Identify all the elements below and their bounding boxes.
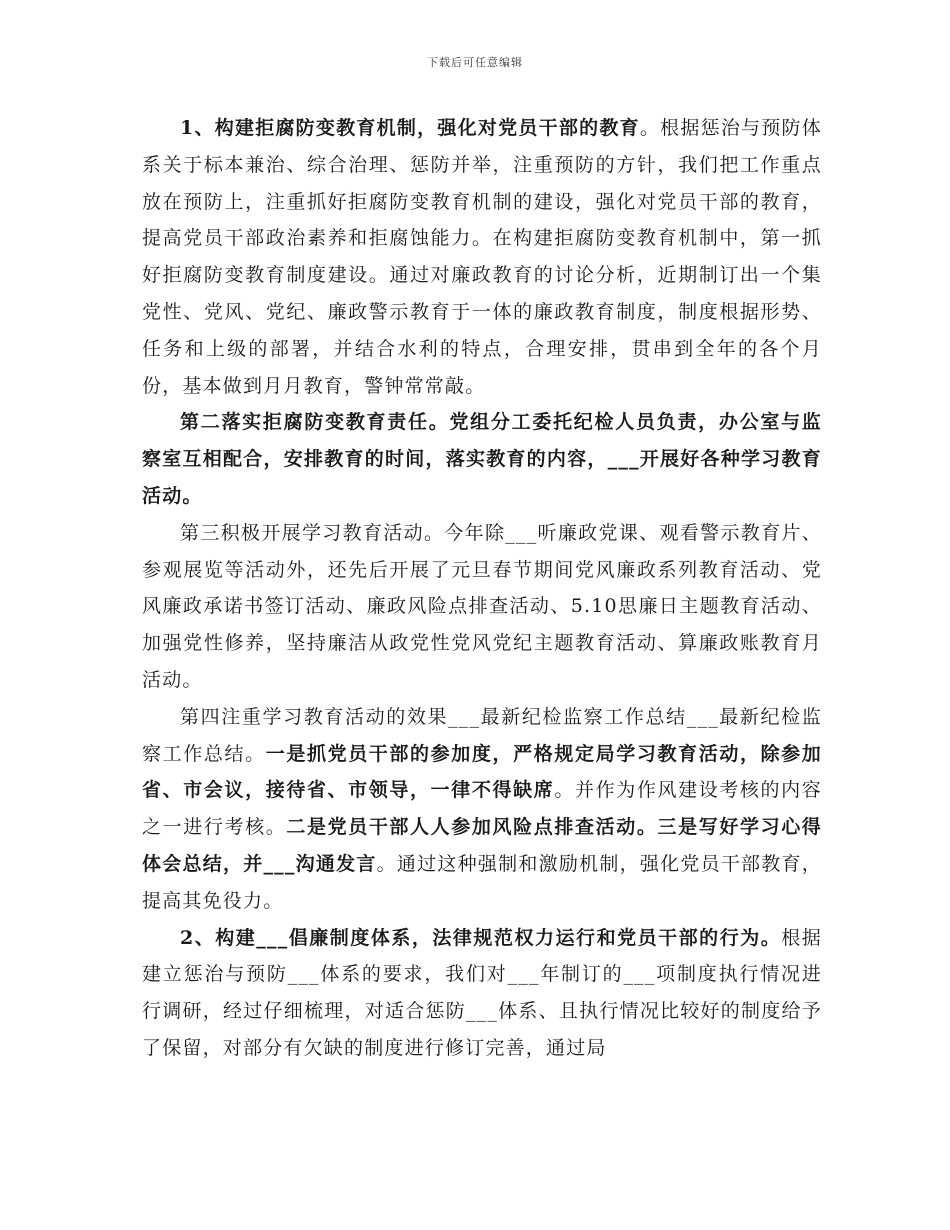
paragraph-1 [142,110,822,404]
paragraph-4-text-a: 第四注重学习教育活动的效果___最新纪检监察工作总结___最新纪检监察工作总结。 [142,705,822,765]
header-note: 下载后可任意编辑 [427,56,523,69]
paragraph-4-text-b: 。并作为作风建设考核的内容之一进行考核。 [142,779,822,839]
paragraph-1-heading: 1、构建拒腐防变教育机制，强化对党员干部的教育 [180,117,640,139]
paragraph-1-text: 。根据惩治与预防体系关于标本兼治、综合治理、惩防并举，注重预防的方针，我们把工作重点放在预防上，注重抓好拒腐防变教育机制的建设，强化对党员干部的教育，提高党员干部政治素养和拒腐蚀能力。在构建拒腐防变教育机制中，第一抓好拒腐防变教育制度建设。通过对廉政教育的讨论分析，近期制订出一个集党性、党风、党纪、廉政警示教育于一体的廉政教育制度，制度根据形势、任务和上级的部署，并结合水利的特点，合理安排，贯串到全年的各个月份，基本做到月月教育，警钟常常敲。 [142,117,822,397]
paragraph-2 [142,404,822,514]
paragraph-2-text: 第二落实拒腐防变教育责任。党组分工委托纪检人员负责，办公室与监察室互相配合，安排教育的时间，落实教育的内容，___开展好各种学习教育活动。 [142,411,822,507]
paragraph-3-text: 第三积极开展学习教育活动。今年除___听廉政党课、观看警示教育片、参观展览等活动外，还先后开展了元旦春节期间党风廉政系列教育活动、党风廉政承诺书签订活动、廉政风险点排查活动、5.10思廉日主题教育活动、加强党性修养，坚持廉洁从政党性党风党纪主题教育活动、算廉政账教育月活动。 [142,521,822,691]
paragraph-4-bold-a: 一是抓党员干部的参加度，严格规定局学习教育活动，除参加省、市会议，接待省、市领导，一律不得缺席 [142,742,823,802]
paragraph-4-text-c: 。通过这种强制和激励机制，强化党员干部教育，提高其免役力。 [142,852,823,912]
paragraph-5-text: 根据建立惩治与预防___体系的要求，我们对___年制订的___项制度执行情况进行调研，经过仔细梳理，对适合惩防___体系、且执行情况比较好的制度给予了保留，对部分有欠缺的制度进行修订完善，通过局 [142,926,823,1059]
paragraph-4-bold-b: 二是党员干部人人参加风险点排查活动。三是写好学习心得体会总结，并___沟通发言 [142,816,823,875]
document-body [142,110,822,1067]
paragraph-5 [142,920,822,1067]
paragraph-3 [142,515,822,699]
paragraph-5-heading: 2、构建___倡廉制度体系，法律规范权力运行和党员干部的行为。 [180,926,782,949]
paragraph-4 [142,699,822,920]
